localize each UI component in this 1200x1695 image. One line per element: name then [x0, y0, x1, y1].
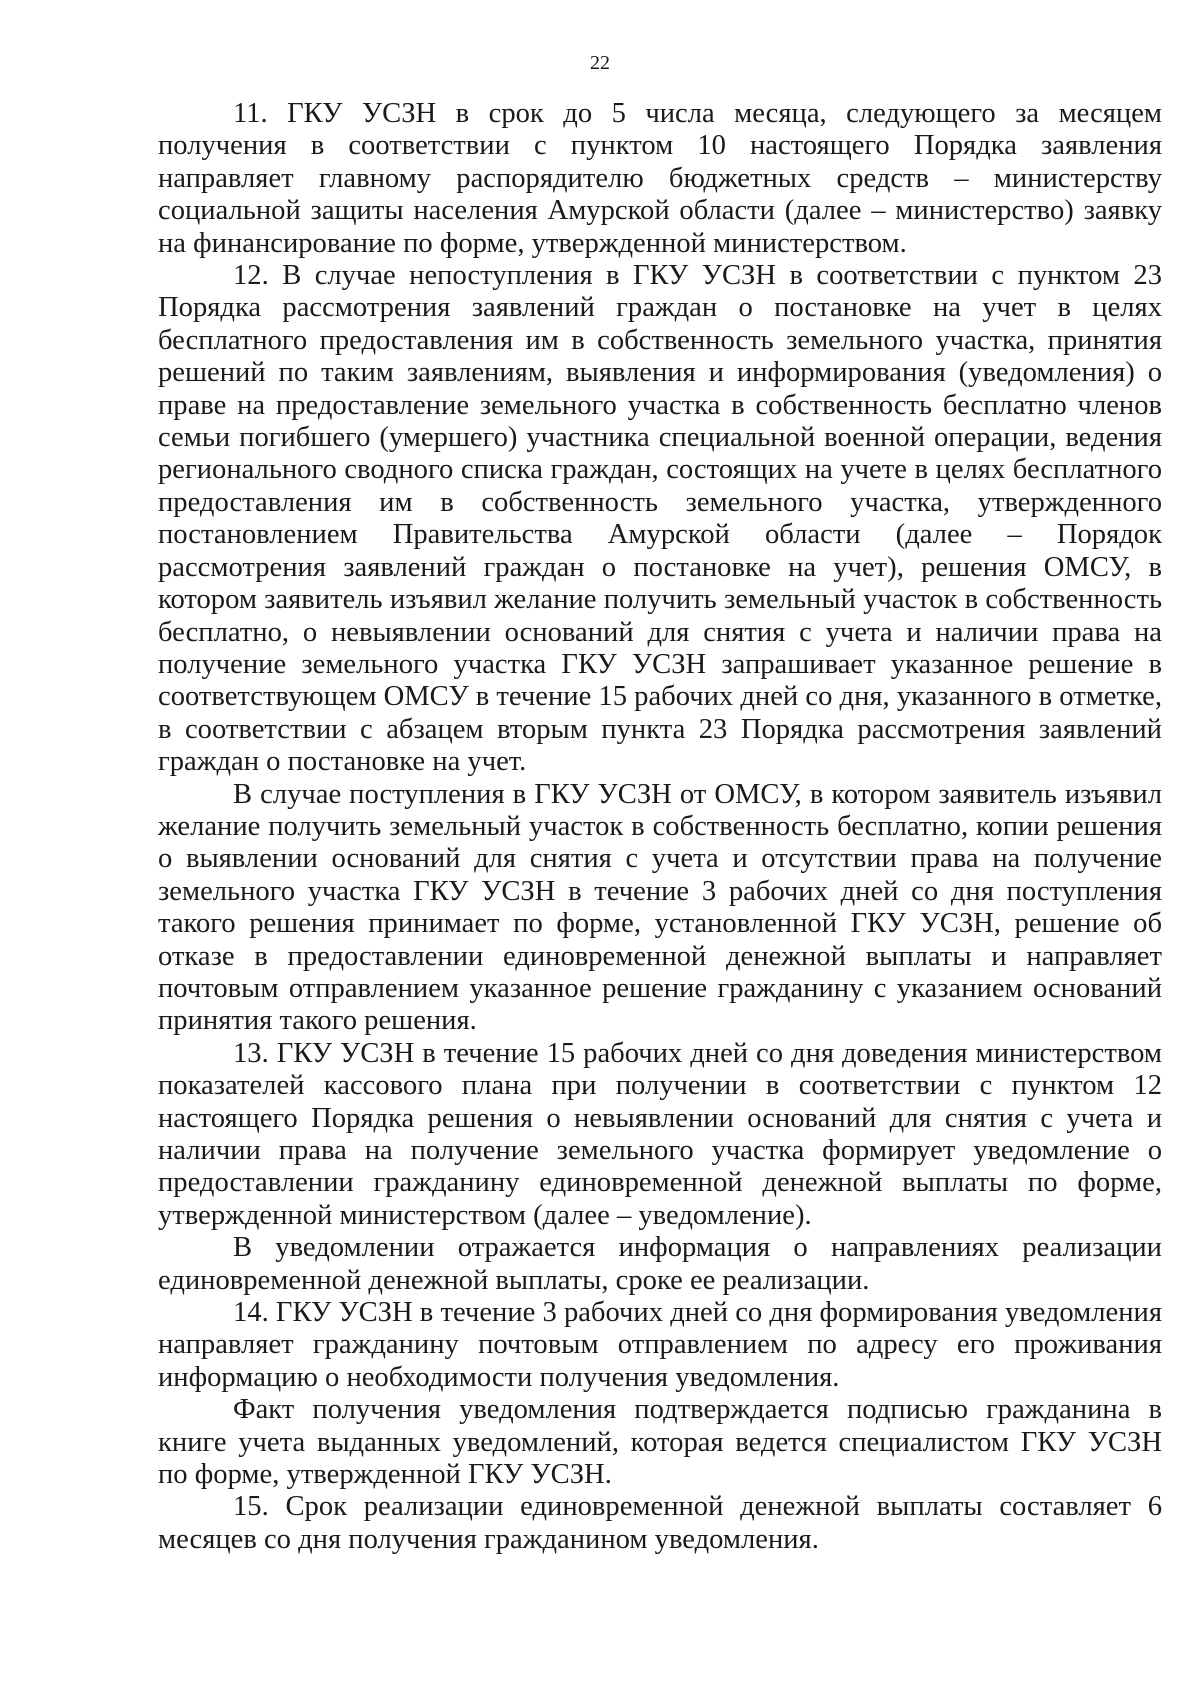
paragraph-item-13-notification-content: В уведомлении отражается информация о направлениях реализации единовременной денежной выплаты, сроке ее реализации.	[158, 1232, 1162, 1296]
paragraph-item-12: 12. В случае непоступления в ГКУ УСЗН в соответствии с пунктом 23 Порядка рассмотрения заявлений граждан о постановке на учет в целях бесплатного предоставления им в собственность земельного участка, принятия решений по таким заявлениям, выявления и информирования (уведомления) о праве на предоставление земельного участка в собственность бесплатно членов семьи погибшего (умершего) участника специальной военной операции, ведения регионального сводного списка граждан, состоящих на учете в целях бесплатного предоставления им в собственность земельного участка, утвержденного постановлением Правительства Амурской области (далее – Порядок рассмотрения заявлений граждан о постановке на учет), решения ОМСУ, в котором заявитель изъявил желание получить земельный участок в собственность бесплатно, о невыявлении оснований для снятия с учета и наличии права на получение земельного участка ГКУ УСЗН запрашивает указанное решение в соответствующем ОМСУ в течение 15 рабочих дней со дня, указанного в отметке, в соответствии с абзацем вторым пункта 23 Порядка рассмотрения заявлений граждан о постановке на учет.	[158, 260, 1162, 778]
page-number: 22	[590, 52, 610, 74]
document-body	[158, 98, 1162, 1556]
paragraph-item-14: 14. ГКУ УСЗН в течение 3 рабочих дней со дня формирования уведомления направляет гражданину почтовым отправлением по адресу его проживания информацию о необходимости получения уведомления.	[158, 1297, 1162, 1393]
paragraph-item-12-refusal: В случае поступления в ГКУ УСЗН от ОМСУ, в котором заявитель изъявил желание получить земельный участок в собственность бесплатно, копии решения о выявлении оснований для снятия с учета и отсутствии права на получение земельного участка ГКУ УСЗН в течение 3 рабочих дней со дня поступления такого решения принимает по форме, установленной ГКУ УСЗН, решение об отказе в предоставлении единовременной денежной выплаты и направляет почтовым отправлением указанное решение гражданину с указанием оснований принятия такого решения.	[158, 778, 1162, 1037]
paragraph-item-13: 13. ГКУ УСЗН в течение 15 рабочих дней со дня доведения министерством показателей кассового плана при получении в соответствии с пунктом 12 настоящего Порядка решения о невыявлении оснований для снятия с учета и наличии права на получение земельного участка формирует уведомление о предоставлении гражданину единовременной денежной выплаты по форме, утвержденной министерством (далее – уведомление).	[158, 1037, 1162, 1231]
paragraph-item-11: 11. ГКУ УСЗН в срок до 5 числа месяца, следующего за месяцем получения в соответствии с пунктом 10 настоящего Порядка заявления направляет главному распорядителю бюджетных средств – министерству социальной защиты населения Амурской области (далее – министерство) заявку на финансирование по форме, утвержденной министерством.	[158, 98, 1162, 259]
paragraph-item-14-receipt: Факт получения уведомления подтверждается подписью гражданина в книге учета выданных уведомлений, которая ведется специалистом ГКУ УСЗН по форме, утвержденной ГКУ УСЗН.	[158, 1394, 1162, 1491]
paragraph-item-15: 15. Срок реализации единовременной денежной выплаты составляет 6 месяцев со дня получения гражданином уведомления.	[158, 1491, 1162, 1555]
